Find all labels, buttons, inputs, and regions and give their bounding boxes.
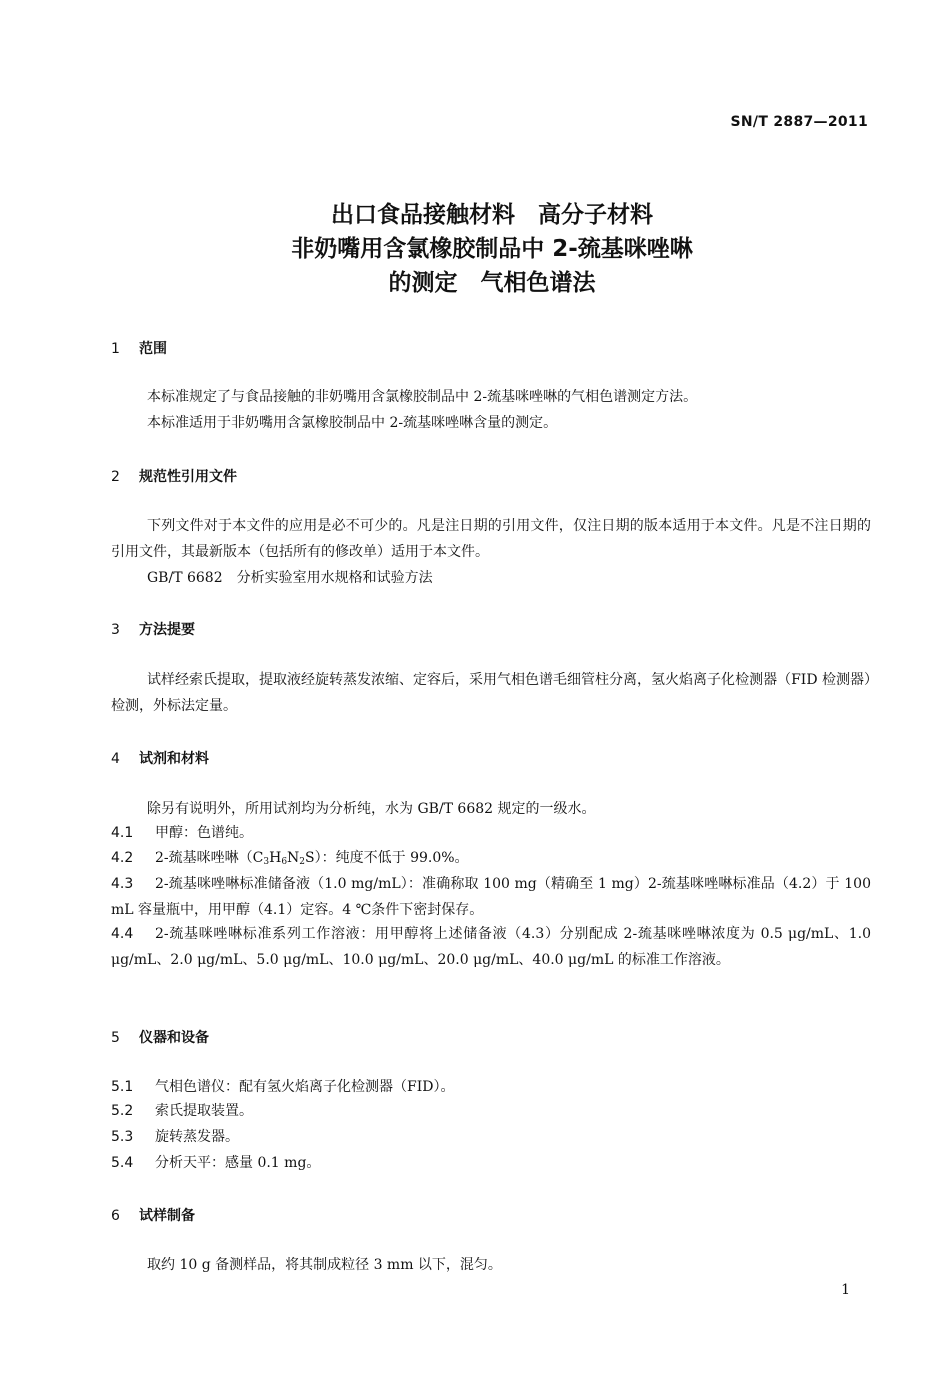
- title-line-1: 出口食品接触材料 高分子材料: [331, 202, 653, 228]
- clause-number: 4.3: [111, 876, 134, 892]
- section-title: 范围: [139, 341, 167, 357]
- title-line-2: 非奶嘴用含氯橡胶制品中 2-巯基咪唑啉: [291, 236, 693, 262]
- clause-number: 5.4: [111, 1155, 134, 1171]
- clause-5-3: [111, 1124, 871, 1150]
- section-title: 仪器和设备: [139, 1030, 209, 1046]
- section-3-heading: [111, 619, 195, 639]
- clause-5-4: [111, 1150, 871, 1176]
- clause-4-4: [111, 921, 871, 973]
- section-2-reference: GB/T 6682 分析实验室用水规格和试验方法: [147, 570, 433, 586]
- clause-number: 5.3: [111, 1129, 134, 1145]
- section-title: 试样制备: [139, 1208, 195, 1224]
- section-4-heading: [111, 748, 209, 768]
- clause-number: 4.2: [111, 850, 134, 866]
- clause-text: 旋转蒸发器。: [155, 1129, 239, 1145]
- section-title: 方法提要: [139, 622, 195, 638]
- section-number: 5: [111, 1030, 120, 1046]
- clause-5-2: [111, 1098, 871, 1124]
- clause-5-1: [111, 1074, 871, 1100]
- section-title: 试剂和材料: [139, 751, 209, 767]
- clause-text: 索氏提取装置。: [155, 1103, 253, 1119]
- standard-code: SN/T 2887—2011: [730, 114, 868, 130]
- section-1-para-1: 本标准规定了与食品接触的非奶嘴用含氯橡胶制品中 2-巯基咪唑啉的气相色谱测定方法。: [147, 389, 698, 405]
- section-number: 4: [111, 751, 120, 767]
- page-number: 1: [841, 1282, 850, 1298]
- clause-text: 2-巯基咪唑啉标准系列工作溶液：用甲醇将上述储备液（4.3）分别配成 2-巯基咪唑啉浓度为 0.5 μg/mL、1.0 μg/mL、2.0 μg/mL、5.0 μg/mL、10.0 μg/mL、20.0 μg/mL、40.0 μg/mL 的标准工作溶液。: [111, 926, 871, 968]
- section-number: 1: [111, 341, 120, 357]
- clause-4-3: [111, 871, 871, 923]
- clause-text: 分析天平：感量 0.1 mg。: [155, 1155, 321, 1171]
- section-4-para-1: 除另有说明外，所用试剂均为分析纯，水为 GB/T 6682 规定的一级水。: [147, 801, 596, 817]
- clause-number: 4.1: [111, 825, 134, 841]
- clause-text: 2-巯基咪唑啉标准储备液（1.0 mg/mL）：准确称取 100 mg（精确至 1 mg）2-巯基咪唑啉标准品（4.2）于 100 mL 容量瓶中，用甲醇（4.1）定容。4 ℃条件下密封保存。: [111, 876, 871, 918]
- section-2-para-1: 下列文件对于本文件的应用是必不可少的。凡是注日期的引用文件，仅注日期的版本适用于本文件。凡是不注日期的引用文件，其最新版本（包括所有的修改单）适用于本文件。: [111, 518, 871, 560]
- clause-text: 甲醇：色谱纯。: [155, 825, 253, 841]
- section-6-para-1: 取约 10 g 备测样品，将其制成粒径 3 mm 以下，混匀。: [147, 1257, 502, 1273]
- section-title: 规范性引用文件: [139, 469, 237, 485]
- section-1-heading: [111, 338, 167, 358]
- section-number: 3: [111, 622, 120, 638]
- clause-number: 4.4: [111, 926, 134, 942]
- section-2-heading: [111, 466, 237, 486]
- clause-text: 气相色谱仪：配有氢火焰离子化检测器（FID）。: [155, 1079, 455, 1095]
- clause-4-1: [111, 820, 871, 846]
- title-line-3: 的测定 气相色谱法: [388, 270, 596, 296]
- section-3-para-1: 试样经索氏提取，提取液经旋转蒸发浓缩、定容后，采用气相色谱毛细管柱分离，氢火焰离子化检测器（FID 检测器）检测，外标法定量。: [111, 672, 871, 714]
- clause-number: 5.1: [111, 1079, 134, 1095]
- section-number: 2: [111, 469, 120, 485]
- document-title: [0, 198, 950, 300]
- section-6-heading: [111, 1205, 195, 1225]
- section-number: 6: [111, 1208, 120, 1224]
- clause-number: 5.2: [111, 1103, 134, 1119]
- clause-text: 2-巯基咪唑啉$(C_3H_6N_2S)$：纯度不低于 99.0%。: [155, 850, 469, 867]
- section-5-heading: [111, 1027, 209, 1047]
- section-1-para-2: 本标准适用于非奶嘴用含氯橡胶制品中 2-巯基咪唑啉含量的测定。: [147, 415, 558, 431]
